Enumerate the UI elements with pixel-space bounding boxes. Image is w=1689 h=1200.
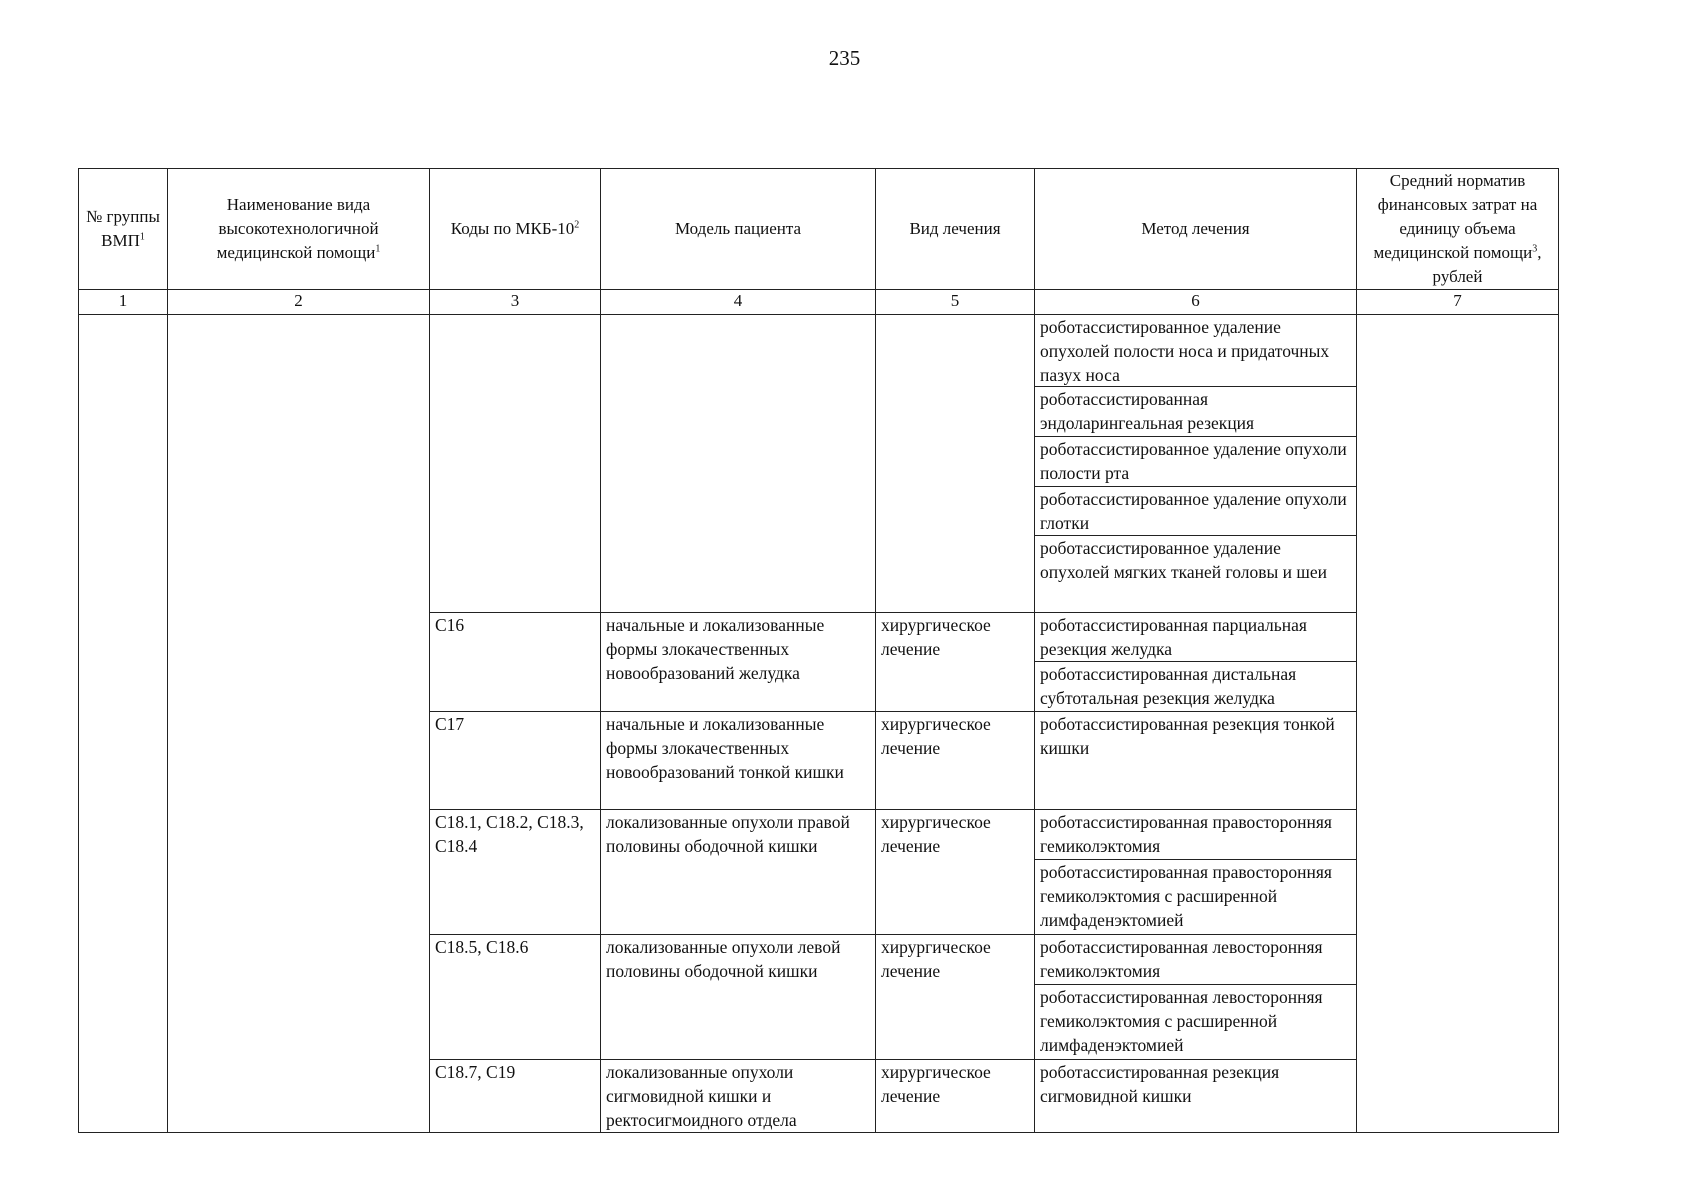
method-item: роботассистированная левосторонняя гемиколэктомия с расширенной лимфаденэктомией bbox=[1040, 987, 1323, 1055]
vmp-table bbox=[78, 168, 1559, 1133]
column-number-row bbox=[79, 290, 1559, 315]
method-item: роботассистированное удаление опухоли глотки bbox=[1035, 487, 1356, 536]
model-cell: начальные и локализованные формы злокачественных новообразований желудка bbox=[601, 613, 876, 712]
model-cell bbox=[601, 315, 876, 613]
group-cell bbox=[79, 315, 168, 1133]
header-cell-treatment: Вид лечения bbox=[876, 169, 1035, 290]
header-cell-model: Модель пациента bbox=[601, 169, 876, 290]
header-cell-cost: Средний норматив финансовых затрат на единицу объема медицинской помощи$^3$, рублей bbox=[1357, 169, 1559, 290]
model-cell: локализованные опухоли сигмовидной кишки и ректосигмоидного отдела bbox=[601, 1060, 876, 1133]
table-row bbox=[79, 315, 1559, 613]
header-cell-method: Метод лечения bbox=[1035, 169, 1357, 290]
model-cell: локализованные опухоли левой половины ободочной кишки bbox=[601, 935, 876, 1060]
method-item: роботассистированное удаление опухолей полости носа и придаточных пазух носа bbox=[1035, 315, 1356, 387]
treatment-cell: хирургическое лечение bbox=[876, 935, 1035, 1060]
column-number: 1 bbox=[79, 290, 168, 315]
column-number: 3 bbox=[430, 290, 601, 315]
method-item: роботассистированное удаление опухолей мягких тканей головы и шеи bbox=[1040, 538, 1328, 582]
treatment-cell: хирургическое лечение bbox=[876, 810, 1035, 935]
codes-cell: C18.5, C18.6 bbox=[430, 935, 601, 1060]
column-number: 7 bbox=[1357, 290, 1559, 315]
column-number: 2 bbox=[168, 290, 430, 315]
method-item: роботассистированная правосторонняя гемиколэктомия с расширенной лимфаденэктомией bbox=[1040, 862, 1332, 930]
method-item: роботассистированная парциальная резекция желудка bbox=[1035, 613, 1356, 662]
method-cell bbox=[1035, 810, 1357, 935]
codes-cell: C18.1, C18.2, C18.3, C18.4 bbox=[430, 810, 601, 935]
cost-cell bbox=[1357, 315, 1559, 1133]
column-number: 4 bbox=[601, 290, 876, 315]
model-cell: локализованные опухоли правой половины ободочной кишки bbox=[601, 810, 876, 935]
method-cell: роботассистированная резекция тонкой кишки bbox=[1035, 712, 1357, 810]
method-cell bbox=[1035, 613, 1357, 712]
method-item: роботассистированная правосторонняя гемиколэктомия bbox=[1035, 810, 1356, 860]
treatment-cell: хирургическое лечение bbox=[876, 613, 1035, 712]
codes-cell: C17 bbox=[430, 712, 601, 810]
method-cell bbox=[1035, 315, 1357, 613]
header-cell-group: № группы ВМП$^1$ bbox=[79, 169, 168, 290]
method-item: роботассистированная эндоларингеальная резекция bbox=[1035, 387, 1356, 437]
method-item: роботассистированное удаление опухоли полости рта bbox=[1035, 437, 1356, 487]
codes-cell: C18.7, C19 bbox=[430, 1060, 601, 1133]
treatment-cell: хирургическое лечение bbox=[876, 1060, 1035, 1133]
column-number: 5 bbox=[876, 290, 1035, 315]
header-cell-name: Наименование вида высокотехнологичной медицинской помощи$^1$ bbox=[168, 169, 430, 290]
column-number: 6 bbox=[1035, 290, 1357, 315]
treatment-cell: хирургическое лечение bbox=[876, 712, 1035, 810]
codes-cell bbox=[430, 315, 601, 613]
model-cell: начальные и локализованные формы злокачественных новообразований тонкой кишки bbox=[601, 712, 876, 810]
method-item: роботассистированная дистальная субтотальная резекция желудка bbox=[1040, 664, 1297, 708]
header-cell-codes: Коды по МКБ-$10^2$ bbox=[430, 169, 601, 290]
page-number: 235 bbox=[828, 46, 861, 70]
codes-cell: C16 bbox=[430, 613, 601, 712]
method-item: роботассистированная левосторонняя гемиколэктомия bbox=[1035, 935, 1356, 985]
method-cell: роботассистированная резекция сигмовидной кишки bbox=[1035, 1060, 1357, 1133]
care-name-cell bbox=[168, 315, 430, 1133]
method-cell bbox=[1035, 935, 1357, 1060]
header-row bbox=[79, 169, 1559, 290]
treatment-cell bbox=[876, 315, 1035, 613]
